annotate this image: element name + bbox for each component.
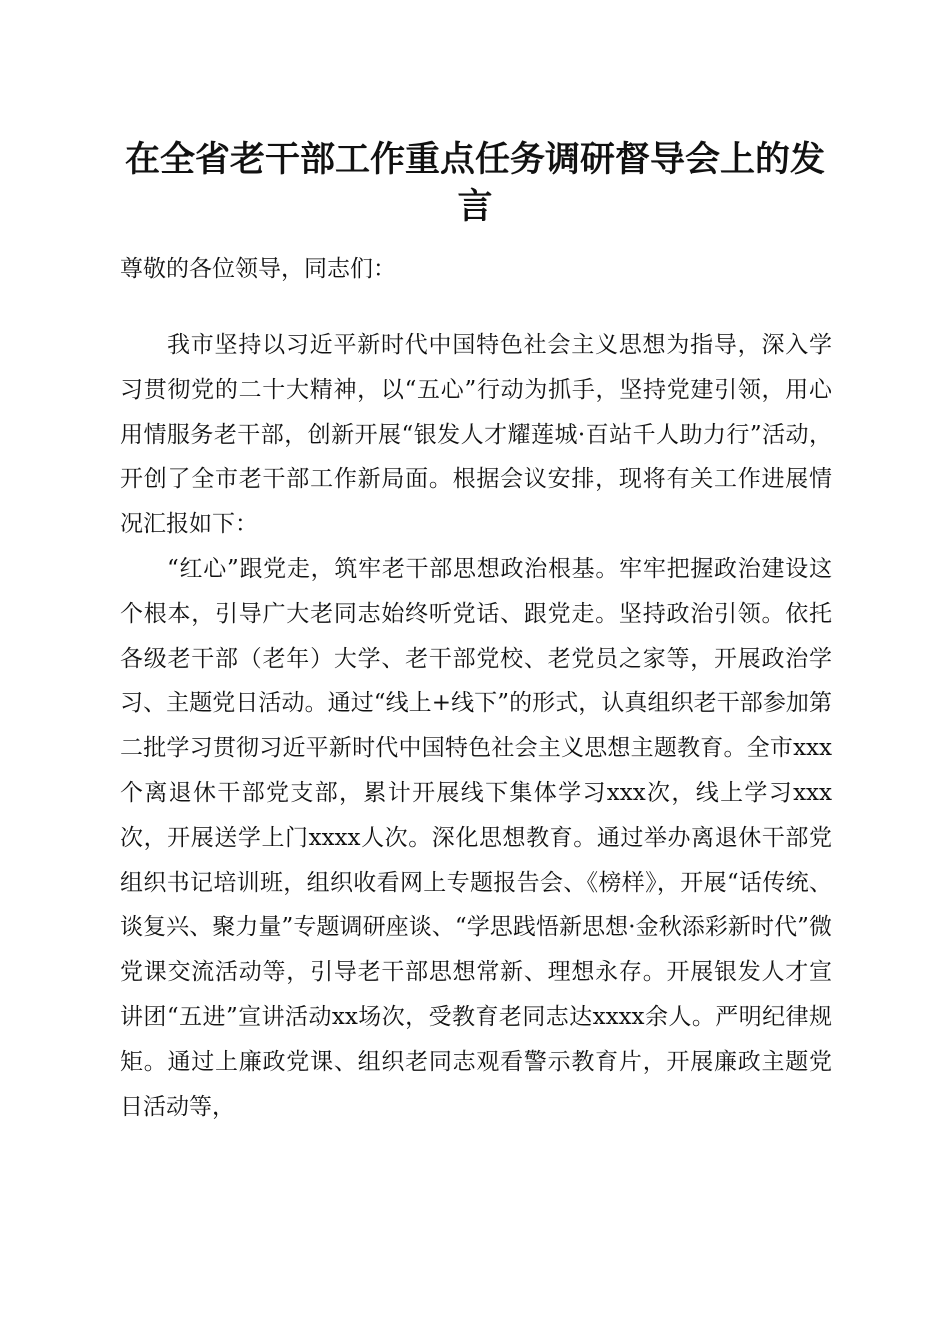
paragraph-2: “红心”跟党走，筑牢老干部思想政治根基。牢牢把握政治建设这个根本，引导广大老同志始终听党话、跟党走。坚持政治引领。依托各级老干部（老年）大学、老干部党校、老党员之家等，开展政治学习、主题党日活动。通过“线上+线下”的形式，认真组织老干部参加第二批学习贯彻习近平新时代中国特色社会主义思想主题教育。全市xxx个离退休干部党支部，累计开展线下集体学习xxx次，线上学习xxx次，开展送学上门xxxx人次。深化思想教育。通过举办离退休干部党组织书记培训班，组织收看网上专题报告会、《榜样》，开展“话传统、谈复兴、聚力量”专题调研座谈、“学思践悟新思想·金秋添彩新时代”微党课交流活动等，引导老干部思想常新、理想永存。开展银发人才宣讲团“五进”宣讲活动xx场次，受教育老同志达xxxx余人。严明纪律规矩。通过上廉政党课、组织老同志观看警示教育片，开展廉政主题党日活动等， <box>120 556 832 1120</box>
document-title-line-2: 言 <box>457 186 493 227</box>
document-title-line-1: 在全省老干部工作重点任务调研督导会上的发 <box>124 139 825 180</box>
paragraph-1: 我市坚持以习近平新时代中国特色社会主义思想为指导，深入学习贯彻党的二十大精神，以“五心”行动为抓手，坚持党建引领，用心用情服务老干部，创新开展“银发人才耀莲城·百站千人助力行”活动，开创了全市老干部工作新局面。根据会议安排，现将有关工作进展情况汇报如下： <box>120 332 832 538</box>
salutation: 尊敬的各位领导，同志们： <box>120 256 396 282</box>
